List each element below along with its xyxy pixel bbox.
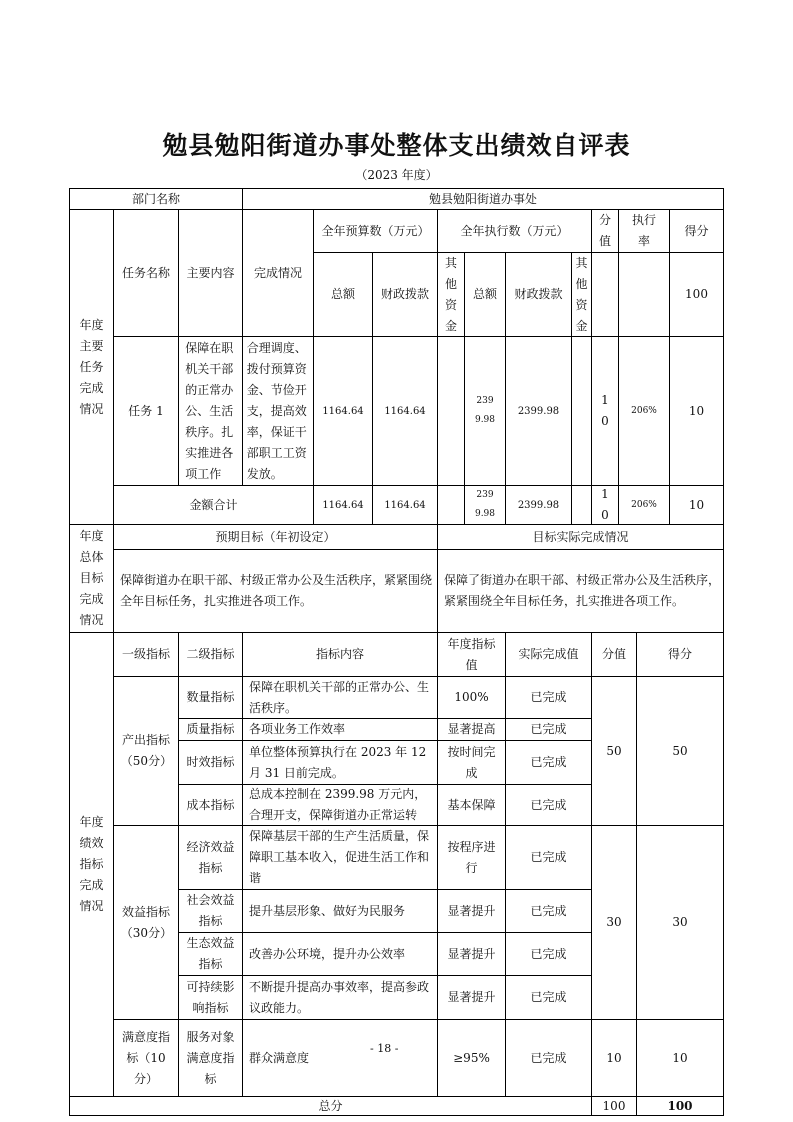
col-completion: 完成情况 xyxy=(242,209,314,337)
sum-score: 10 xyxy=(669,485,724,525)
col-score: 得分 xyxy=(669,209,724,253)
col-budget: 全年预算数（万元） xyxy=(313,209,438,253)
dept-value-cell: 勉县勉阳街道办事处 xyxy=(242,188,724,210)
col-exec-other-2: 其他资金 xyxy=(571,252,592,337)
benefit-row-actual: 已完成 xyxy=(505,825,592,890)
sum-exec-fiscal: 2399.98 xyxy=(505,485,572,525)
output-row-actual: 已完成 xyxy=(505,718,592,741)
goals-section-label: 年度总体目标完成情况 xyxy=(69,524,114,633)
benefit-row-actual: 已完成 xyxy=(505,975,592,1020)
output-row-level2: 时效指标 xyxy=(178,740,243,785)
output-row-content: 总成本控制在 2399.98 万元内，合理开支，保障街道办正常运转 xyxy=(242,784,438,826)
benefit-row-target: 按程序进行 xyxy=(437,825,506,890)
sum-score-value: 10 xyxy=(591,485,619,525)
satisfaction-content: 群众满意度 xyxy=(242,1019,438,1097)
benefit-row-target: 显著提升 xyxy=(437,889,506,933)
satisfaction-score: 10 xyxy=(636,1019,724,1097)
task-score: 10 xyxy=(669,336,724,486)
tasks-section-label: 年度主要任务完成情况 xyxy=(69,209,114,525)
actual-goal-header: 目标实际完成情况 xyxy=(437,524,724,550)
sum-exec-other xyxy=(437,485,465,525)
page-title: 勉县勉阳街道办事处整体支出绩效自评表 xyxy=(162,131,631,160)
col-main-content: 主要内容 xyxy=(178,209,243,337)
task-name-cell: 任务 1 xyxy=(113,336,179,486)
total-label: 总分 xyxy=(69,1096,592,1116)
output-score: 50 xyxy=(636,676,724,826)
output-row-actual: 已完成 xyxy=(505,676,592,719)
sum-budget-fiscal: 1164.64 xyxy=(372,485,438,525)
col-exec-fiscal: 财政拨款 xyxy=(505,252,572,337)
benefit-row-level2: 社会效益指标 xyxy=(178,889,243,933)
satisfaction-label: 满意度指标（10分） xyxy=(113,1019,179,1097)
satisfaction-score-value: 10 xyxy=(591,1019,637,1097)
output-row-content: 单位整体预算执行在 2023 年 12 月 31 日前完成。 xyxy=(242,740,438,785)
output-row-target: 100% xyxy=(437,676,506,719)
col-actual: 实际完成值 xyxy=(505,632,592,677)
col-target: 年度指标值 xyxy=(437,632,506,677)
expected-goal-text: 保障街道办在职干部、村级正常办公及生活秩序，紧紧围绕全年目标任务，扎实推进各项工作。 xyxy=(113,549,438,633)
benefit-label: 效益指标（30分） xyxy=(113,825,179,1020)
sum-exec-other-2 xyxy=(571,485,592,525)
output-score-value: 50 xyxy=(591,676,637,826)
year-label: （2023 年度） xyxy=(355,168,438,182)
benefit-row-target: 显著提升 xyxy=(437,975,506,1020)
col-level2: 二级指标 xyxy=(178,632,243,677)
sum-exec-rate: 206% xyxy=(618,485,670,525)
expected-goal-header: 预期目标（年初设定） xyxy=(113,524,438,550)
actual-goal-text: 保障了街道办在职干部、村级正常办公及生活秩序，紧紧围绕全年目标任务，扎实推进各项工作。 xyxy=(437,549,724,633)
benefit-row-content: 改善办公环境，提升办公效率 xyxy=(242,932,438,976)
output-row-level2: 成本指标 xyxy=(178,784,243,826)
col-ind-score-value: 分值 xyxy=(591,632,637,677)
benefit-score: 30 xyxy=(636,825,724,1020)
task-content-cell: 保障在职机关干部的正常办公、生活秩序。扎实推进各项工作 xyxy=(178,336,243,486)
col-exec-other: 其他资金 xyxy=(437,252,465,337)
satisfaction-target: ≥95% xyxy=(437,1019,506,1097)
score-value-empty xyxy=(591,252,619,337)
benefit-row-content: 不断提升提高办事效率，提高参政议政能力。 xyxy=(242,975,438,1020)
output-row-target: 按时间完成 xyxy=(437,740,506,785)
benefit-row-level2: 可持续影响指标 xyxy=(178,975,243,1020)
col-task-name: 任务名称 xyxy=(113,209,179,337)
col-ind-score: 得分 xyxy=(636,632,724,677)
output-row-target: 显著提高 xyxy=(437,718,506,741)
output-label: 产出指标（50分） xyxy=(113,676,179,826)
task-budget-fiscal: 1164.64 xyxy=(372,336,438,486)
task-exec-fiscal: 2399.98 xyxy=(505,336,572,486)
col-level1: 一级指标 xyxy=(113,632,179,677)
benefit-row-target: 显著提升 xyxy=(437,932,506,976)
sum-label: 金额合计 xyxy=(113,485,314,525)
benefit-row-actual: 已完成 xyxy=(505,889,592,933)
benefit-row-level2: 经济效益指标 xyxy=(178,825,243,890)
benefit-row-content: 提升基层形象、做好为民服务 xyxy=(242,889,438,933)
benefit-row-level2: 生态效益指标 xyxy=(178,932,243,976)
page-number: - 18 - xyxy=(370,1042,399,1055)
output-row-content: 各项业务工作效率 xyxy=(242,718,438,741)
col-exec: 全年执行数（万元） xyxy=(437,209,592,253)
satisfaction-level2: 服务对象满意度指标 xyxy=(178,1019,243,1097)
satisfaction-actual: 已完成 xyxy=(505,1019,592,1097)
benefit-row-actual: 已完成 xyxy=(505,932,592,976)
sum-exec-total: 2399.98 xyxy=(464,485,506,525)
task-score-value: 10 xyxy=(591,336,619,486)
output-row-actual: 已完成 xyxy=(505,784,592,826)
col-score-value: 分值 xyxy=(591,209,619,253)
col-exec-total: 总额 xyxy=(464,252,506,337)
sum-budget-total: 1164.64 xyxy=(313,485,373,525)
benefit-score-value: 30 xyxy=(591,825,637,1020)
output-row-level2: 数量指标 xyxy=(178,676,243,719)
header-score-cell: 100 xyxy=(669,252,724,337)
task-completion-cell: 合理调度、拨付预算资金、节俭开支，提高效率，保证干部职工工资发放。 xyxy=(242,336,314,486)
task-exec-other xyxy=(437,336,465,486)
task-exec-total: 2399.98 xyxy=(464,336,506,486)
output-row-level2: 质量指标 xyxy=(178,718,243,741)
total-score-value: 100 xyxy=(591,1096,637,1116)
col-exec-rate: 执行率 xyxy=(618,209,670,253)
benefit-row-content: 保障基层干部的生产生活质量，保障职工基本收入，促进生活工作和谐 xyxy=(242,825,438,890)
task-exec-other-2 xyxy=(571,336,592,486)
col-budget-total: 总额 xyxy=(313,252,373,337)
col-indicator-content: 指标内容 xyxy=(242,632,438,677)
indicators-section-label: 年度绩效指标完成情况 xyxy=(69,632,114,1097)
total-score: 100 xyxy=(636,1096,724,1116)
output-row-target: 基本保障 xyxy=(437,784,506,826)
task-exec-rate: 206% xyxy=(618,336,670,486)
task-budget-total: 1164.64 xyxy=(313,336,373,486)
dept-label-cell: 部门名称 xyxy=(69,188,243,210)
exec-rate-empty xyxy=(618,252,670,337)
col-budget-fiscal: 财政拨款 xyxy=(372,252,438,337)
output-row-content: 保障在职机关干部的正常办公、生活秩序。 xyxy=(242,676,438,719)
output-row-actual: 已完成 xyxy=(505,740,592,785)
